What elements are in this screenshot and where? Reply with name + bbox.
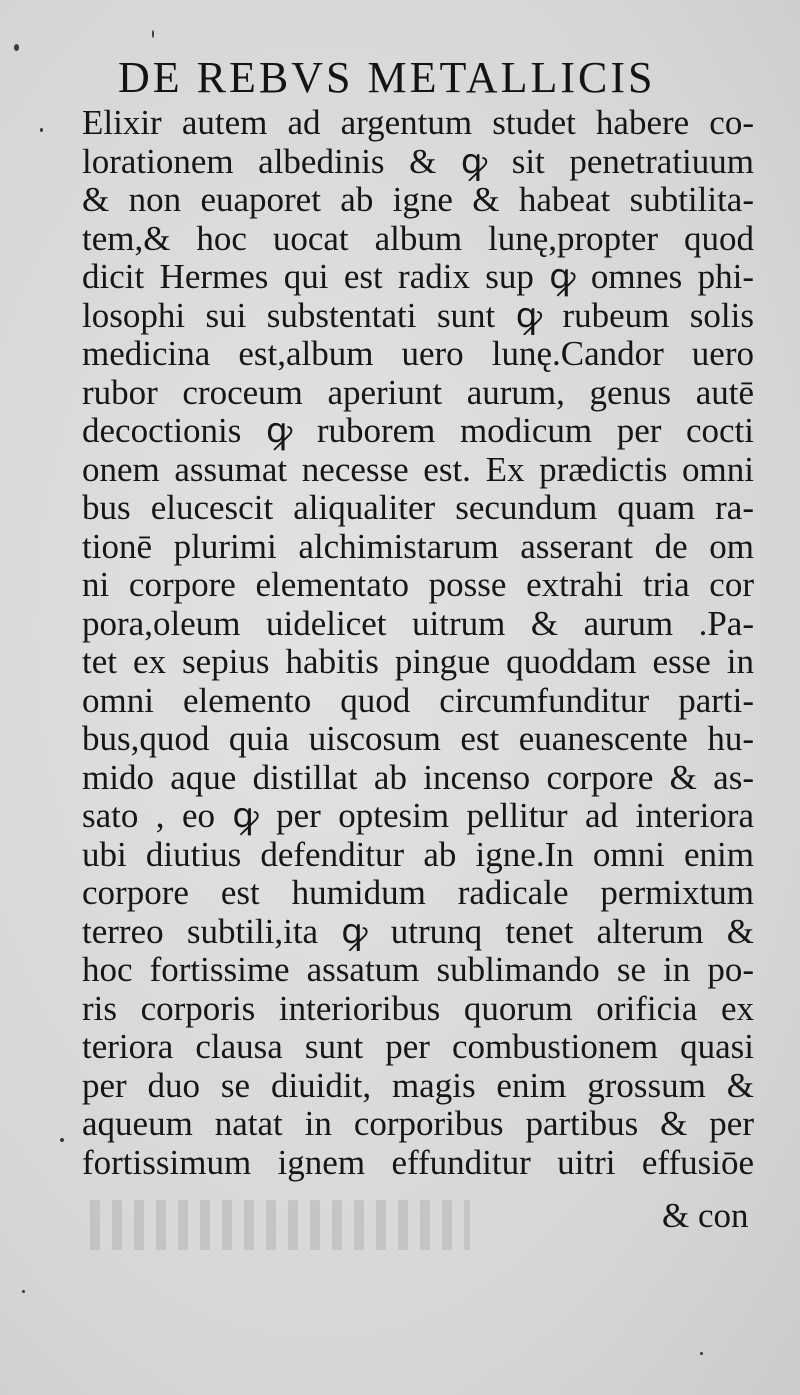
text-line: ris corporis interioribus quorum orificia ex xyxy=(82,989,754,1028)
text-line: pora,oleum uidelicet uitrum & aurum .Pa- xyxy=(82,604,754,643)
text-line: terreo subtili,ita ꝙ utrunq tenet alterum & xyxy=(82,912,754,951)
text-line: hoc fortissime assatum sublimando se in po- xyxy=(82,951,754,989)
running-head: DE REBVS METALLICIS xyxy=(118,53,656,102)
text-line: bus elucescit aliqualiter secundum quam ra- xyxy=(82,489,754,527)
text-line: ubi diutius defenditur ab igne.In omni enim xyxy=(82,835,754,874)
catchword: & con xyxy=(662,1196,749,1235)
text-line: ni corpore elementato posse extrahi tria cor xyxy=(82,566,754,604)
text-block xyxy=(82,104,754,1182)
text-line: decoctionis ꝙ ruborem modicum per cocti xyxy=(82,412,754,450)
text-line: lorationem albedinis & ꝙ sit penetratiuum xyxy=(82,142,754,181)
paper-speck xyxy=(700,1352,703,1355)
text-line: tem,& hoc uocat album lunę,propter quod xyxy=(82,219,754,258)
text-line: onem assumat necesse est. Ex prædictis omni xyxy=(82,450,754,489)
paper-speck xyxy=(152,30,154,38)
text-line: losophi sui substentati sunt ꝙ rubeum solis xyxy=(82,296,754,335)
text-line: tet ex sepius habitis pingue quoddam esse in xyxy=(82,643,754,681)
text-line: medicina est,album uero lunę.Candor uero xyxy=(82,335,754,373)
paper-speck xyxy=(14,44,19,51)
text-line: tionē plurimi alchimistarum asserant de om xyxy=(82,527,754,566)
text-line: teriora clausa sunt per combustionem quasi xyxy=(82,1028,754,1066)
text-line: corpore est humidum radicale permixtum xyxy=(82,874,754,912)
text-line: bus,quod quia uiscosum est euanescente hu- xyxy=(82,720,754,758)
paper-speck xyxy=(60,1138,64,1142)
paper-speck xyxy=(40,128,43,132)
text-line: per duo se diuidit, magis enim grossum & xyxy=(82,1066,754,1105)
text-line: dicit Hermes qui est radix sup ꝙ omnes phi- xyxy=(82,258,754,296)
text-line: fortissimum ignem effunditur uitri effusiōe xyxy=(82,1143,754,1182)
text-line: aqueum natat in corporibus partibus & per xyxy=(82,1105,754,1143)
text-line: sato , eo ꝙ per optesim pellitur ad interiora xyxy=(82,797,754,835)
paper-speck xyxy=(22,1290,25,1293)
text-line: mido aque distillat ab incenso corpore & as- xyxy=(82,758,754,797)
show-through-ink xyxy=(90,1200,470,1250)
text-line: & non euaporet ab igne & habeat subtilita- xyxy=(82,181,754,219)
text-line: Elixir autem ad argentum studet habere co- xyxy=(82,104,754,142)
text-line: omni elemento quod circumfunditur parti- xyxy=(82,681,754,720)
text-line: rubor croceum aperiunt aurum, genus autē xyxy=(82,373,754,412)
